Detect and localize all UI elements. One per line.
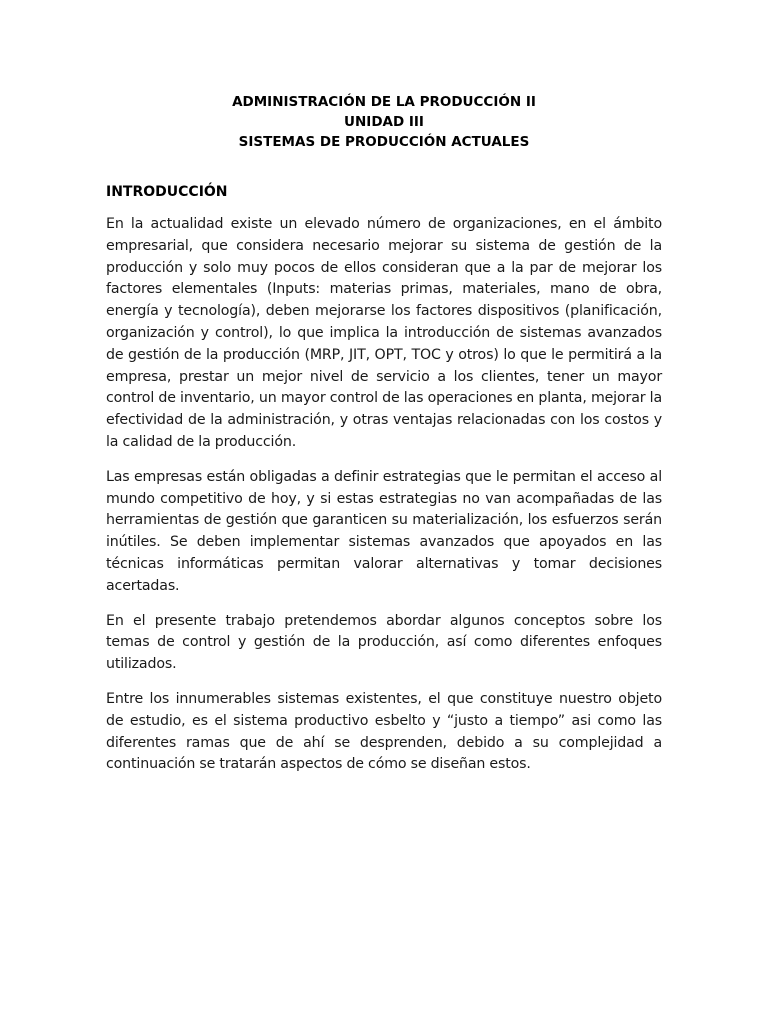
paragraph: En la actualidad existe un elevado número de organizaciones, en el ámbito empresarial, que considera necesario mejorar su sistema de gestión de la producción y solo muy pocos de ellos consideran que a la par de mejorar los factores elementales (Inputs: materias primas, materiales, mano de obra, energía y tecnología), deben mejorarse los factores dispositivos (planificación, organización y control), lo que implica la introducción de sistemas avanzados de gestión de la producción (MRP, JIT, OPT, TOC y otros) lo que le permitirá a la empresa, prestar un mejor nivel de servicio a los clientes, tener un mayor control de inventario, un mayor control de las operaciones en planta, mejorar la efectividad de la administración, y otras ventajas relacionadas con los costos y la calidad de la producción. xyxy=(106,216,662,450)
document-body xyxy=(106,182,662,789)
paragraph: Las empresas están obligadas a definir estrategias que le permitan el acceso al mundo competitivo de hoy, y si estas estrategias no van acompañadas de las herramientas de gestión que garanticen su materialización, los esfuerzos serán inútiles. Se deben implementar sistemas avanzados que apoyados en las técnicas informáticas permitan valorar alternativas y tomar decisiones acertadas. xyxy=(106,468,662,594)
paragraph: En el presente trabajo pretendemos abordar algunos conceptos sobre los temas de control y gestión de la producción, así como diferentes enfoques utilizados. xyxy=(106,612,662,673)
unit-title: UNIDAD III xyxy=(344,114,424,130)
section-heading: INTRODUCCIÓN xyxy=(106,184,228,200)
paragraph: Entre los innumerables sistemas existentes, el que constituye nuestro objeto de estudio, es el sistema productivo esbelto y “justo a tiempo” asi como las diferentes ramas que de ahí se desprenden, debido a su complejidad a continuación se tratarán aspectos de cómo se diseñan estos. xyxy=(106,690,662,773)
document-title xyxy=(0,92,768,152)
course-title: ADMINISTRACIÓN DE LA PRODUCCIÓN II xyxy=(232,94,536,110)
topic-title: SISTEMAS DE PRODUCCIÓN ACTUALES xyxy=(238,134,530,150)
